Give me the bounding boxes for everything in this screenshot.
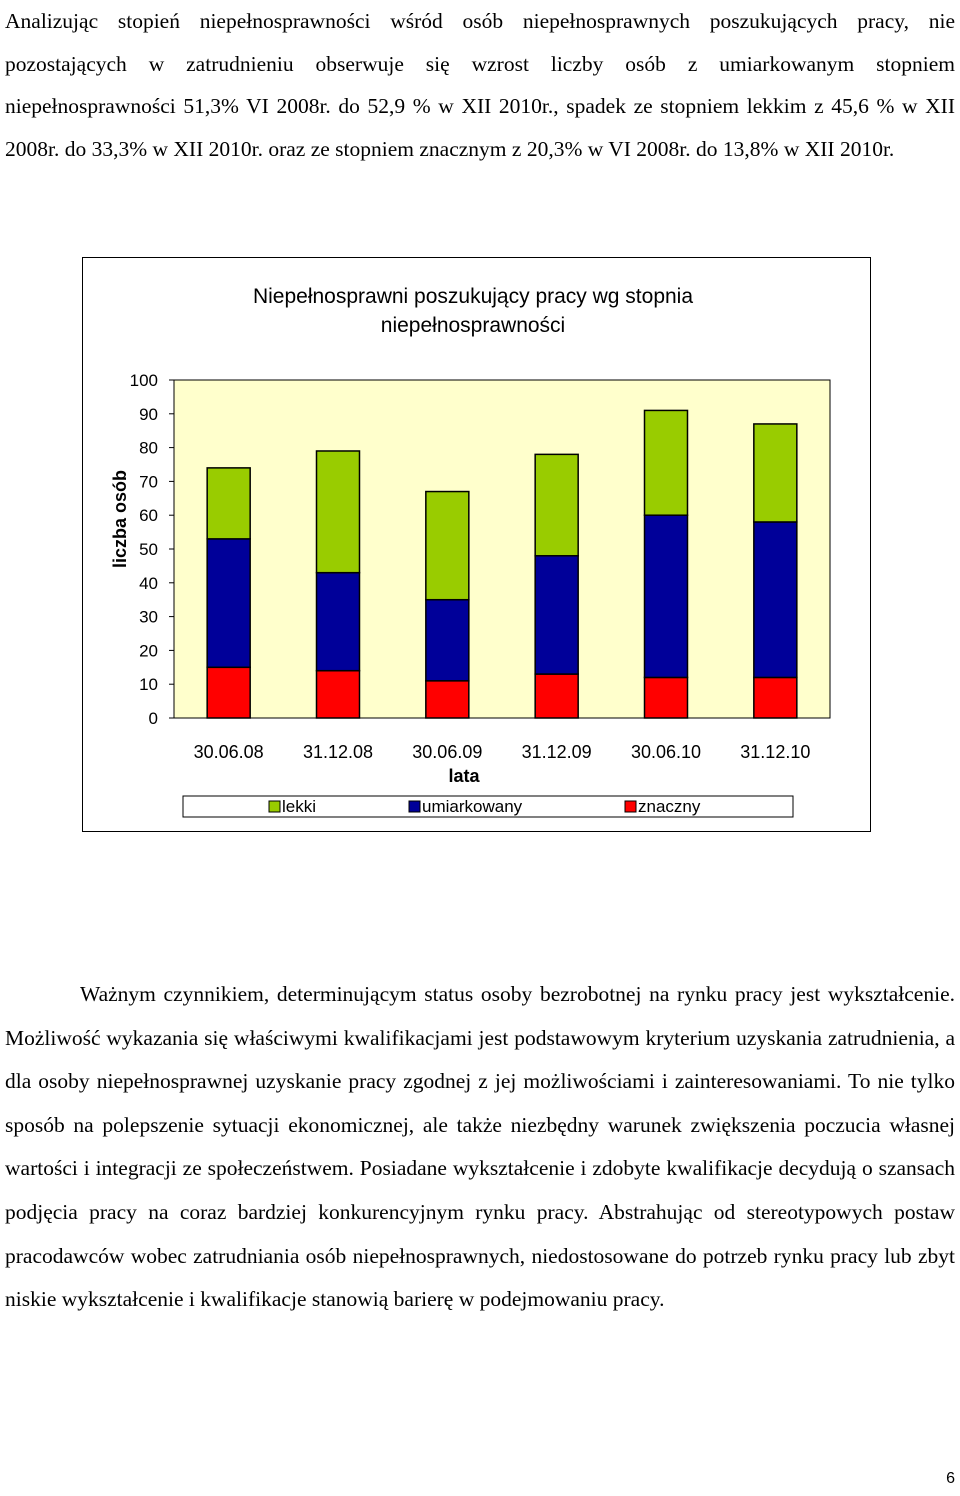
bar-lekki-5 [645,410,688,515]
bar-umiarkowany-6 [754,522,797,677]
bar-znaczny-6 [754,677,797,718]
y-tick-label: 90 [139,404,158,424]
bar-znaczny-1 [207,667,250,718]
legend-label-umiarkowany: umiarkowany [422,797,523,816]
x-axis-title: lata [448,766,480,786]
y-axis-title: liczba osób [110,469,130,569]
y-tick-label: 20 [139,641,158,661]
y-tick-label: 60 [139,506,158,526]
paragraph-intro: Analizując stopień niepełnosprawności wśród osób niepełnosprawnych poszukujących pracy, nie pozostających w zatrudnieniu obserwuje się wzrost liczby osób z umiarkowanym stopniem niepełnosprawności 51,3% VI 2008r. do 52,9 % w XII 2010r., spadek ze stopniem lekkim z 45,6 % w XII 2008r. do 33,3% w XII 2010r. oraz ze stopniem znacznym z 20,3% w VI 2008r. do 13,8% w XII 2010r. [5,9,955,161]
chart-subtitle: niepełnosprawności [380,314,566,337]
bar-lekki-6 [754,424,797,522]
y-tick-label: 50 [139,540,158,559]
bar-lekki-3 [426,492,469,600]
plot-area [174,380,830,718]
y-tick-label: 70 [139,472,158,492]
x-tick-label: 30.06.09 [412,742,483,762]
x-tick-label: 30.06.10 [630,742,702,762]
bar-znaczny-5 [645,677,688,718]
page-number: 6 [946,1470,955,1487]
bar-umiarkowany-4 [535,556,578,674]
legend-swatch-lekki [269,801,280,812]
y-tick-label: 0 [148,709,158,728]
bar-umiarkowany-5 [645,515,688,677]
bar-znaczny-2 [317,671,360,718]
bar-znaczny-3 [426,681,469,718]
x-tick-label: 30.06.08 [193,742,264,762]
chart-title: Niepełnosprawni poszukujący pracy wg stopnia [252,285,694,308]
bar-lekki-2 [317,451,360,573]
bar-umiarkowany-2 [317,573,360,671]
bar-umiarkowany-1 [207,539,250,667]
legend-swatch-znaczny [625,801,636,812]
x-tick-label: 31.12.08 [302,742,374,762]
y-tick-label: 10 [139,675,158,695]
paragraph-education: Ważnym czynnikiem, determinującym status osoby bezrobotnej na rynku pracy jest wykształcenie. Możliwość wykazania się właściwymi kwalifikacjami jest podstawowym kryterium uzyskania zatrudnienia, a dla osoby niepełnosprawnej uzyskanie pracy zgodnej z jej możliwościami i zainteresowaniami. To nie tylko sposób na polepszenie sytuacji ekonomicznej, ale także niezbędny warunek zwiększenia poczucia własnej wartości i integracji ze społeczeństwem. Posiadane wykształcenie i zdobyte kwalifikacje decydują o szansach podjęcia pracy na coraz bardziej konkurencyjnym rynku pracy. Abstrahując od stereotypowych postaw pracodawców wobec zatrudniania osób niepełnosprawnych, niedostosowane do potrzeb rynku pracy lub zbyt niskie wykształcenie i kwalifikacje stanowią barierę w podejmowaniu pracy. [5,982,955,1312]
x-tick-label: 31.12.09 [521,742,592,762]
x-tick-label: 31.12.10 [740,742,811,762]
chart-container [82,257,871,832]
bar-umiarkowany-3 [426,600,469,681]
legend-swatch-umiarkowany [409,801,420,812]
bar-lekki-4 [535,454,578,555]
bar-znaczny-4 [535,674,578,718]
y-tick-label: 40 [139,573,158,593]
bar-lekki-1 [207,468,250,539]
y-tick-label: 80 [139,438,158,458]
y-tick-label: 100 [129,371,158,390]
legend-label-znaczny: znaczny [638,797,701,816]
legend-label-lekki: lekki [282,797,317,816]
y-tick-label: 30 [139,607,158,627]
stacked-bar-chart [83,258,872,833]
